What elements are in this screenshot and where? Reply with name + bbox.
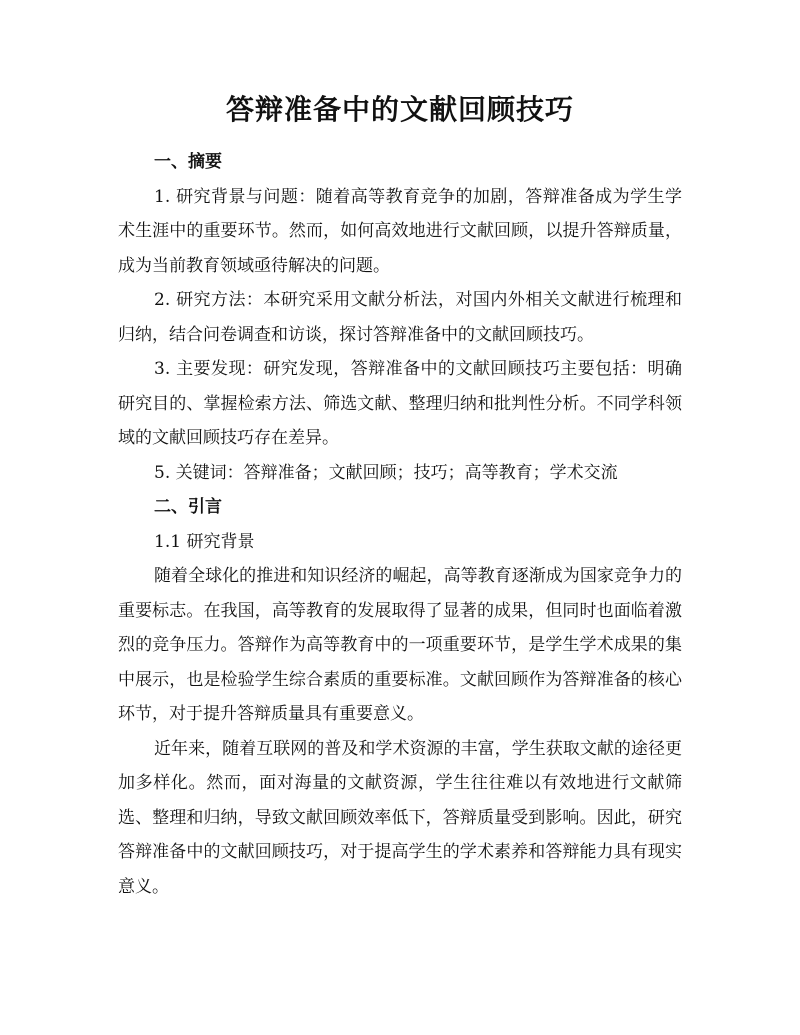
abstract-paragraph-1: 1. 研究背景与问题：随着高等教育竞争的加剧，答辩准备成为学生学术生涯中的重要环节。然而，如何高效地进行文献回顾，以提升答辩质量，成为当前教育领域亟待解决的问题。 — [118, 186, 682, 276]
section-heading-abstract: 一、摘要 — [154, 152, 222, 172]
intro-paragraph-1: 随着全球化的推进和知识经济的崛起，高等教育逐渐成为国家竞争力的重要标志。在我国，高等教育的发展取得了显著的成果，但同时也面临着激烈的竞争压力。答辩作为高等教育中的一项重要环节，是学生学术成果的集中展示，也是检验学生综合素质的重要标准。文献回顾作为答辩准备的核心环节，对于提升答辩质量具有重要意义。 — [118, 566, 682, 724]
document-title: 答辩准备中的文献回顾技巧 — [225, 93, 574, 126]
abstract-keywords: 5. 关键词：答辩准备；文献回顾；技巧；高等教育；学术交流 — [154, 462, 618, 483]
abstract-paragraph-2: 2. 研究方法：本研究采用文献分析法，对国内外相关文献进行梳理和归纳，结合问卷调查和访谈，探讨答辩准备中的文献回顾技巧。 — [118, 290, 682, 345]
document-body — [118, 145, 682, 904]
abstract-paragraph-3: 3. 主要发现：研究发现，答辩准备中的文献回顾技巧主要包括：明确研究目的、掌握检索方法、筛选文献、整理归纳和批判性分析。不同学科领域的文献回顾技巧存在差异。 — [118, 359, 682, 448]
section-heading-intro: 二、引言 — [154, 497, 222, 517]
subsection-heading-background: 1.1 研究背景 — [154, 531, 255, 552]
intro-paragraph-2: 近年来，随着互联网的普及和学术资源的丰富，学生获取文献的途径更加多样化。然而，面对海量的文献资源，学生往往难以有效地进行文献筛选、整理和归纳，导致文献回顾效率低下，答辩质量受到影响。因此，研究答辩准备中的文献回顾技巧，对于提高学生的学术素养和答辩能力具有现实意义。 — [118, 738, 682, 897]
